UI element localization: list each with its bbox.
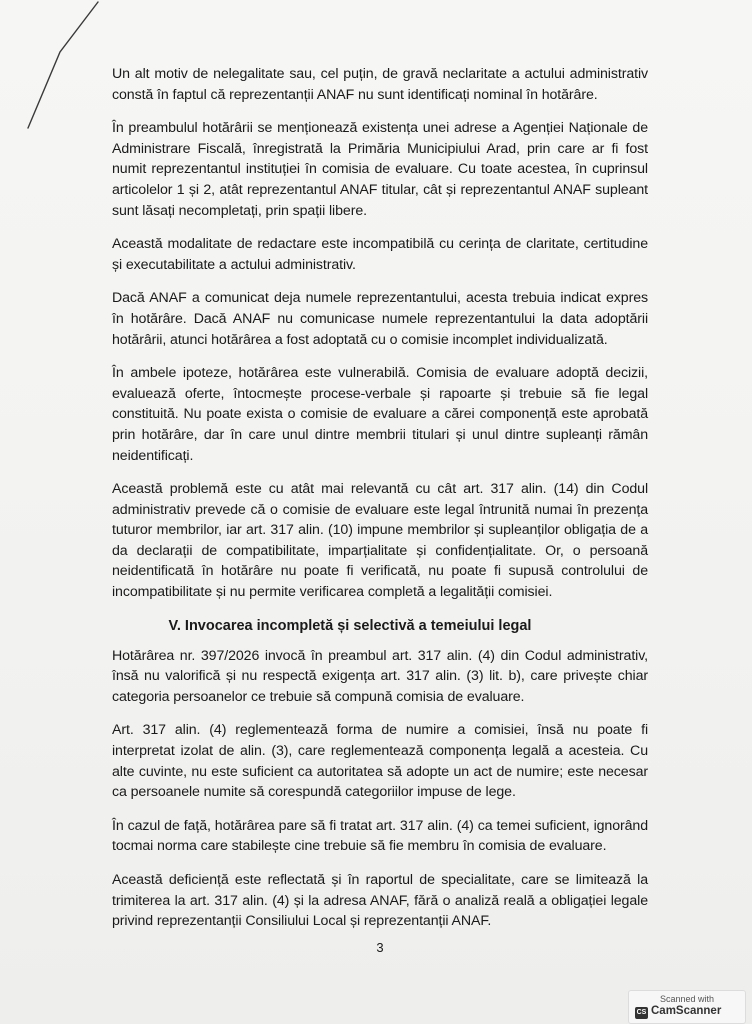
paragraph: Această modalitate de redactare este incompatibilă cu cerința de claritate, certitudine și executabilitate a actului administrativ. (112, 236, 648, 273)
page-number: 3 (376, 940, 384, 955)
paragraph: În ambele ipoteze, hotărârea este vulnerabilă. Comisia de evaluare adoptă decizii, evaluează oferte, întocmește procese-verbale și rapoarte și trebuie să fie legal constituită. Nu poate exista o comisie de evaluare a cărei componență este aprobată prin hotărâre, dar în care unul dintre membrii titulari și unul dintre supleanți rămân neidentificați. (112, 365, 648, 464)
document-body (112, 64, 648, 945)
paragraph: Această deficiență este reflectată și în raportul de specialitate, care se limitează la trimiterea la art. 317 alin. (4) și la adresa ANAF, fără o analiză reală a obligației legale privind reprezentanții Consiliului Local și reprezentanții ANAF. (112, 872, 648, 930)
paragraph: Dacă ANAF a comunicat deja numele reprezentantului, acesta trebuia indicat expres în hotărâre. Dacă ANAF nu comunicase numele reprezentantului la data adoptării hotărârii, atunci hotărârea a fost adoptată cu o comisie incomplet individualizată. (112, 290, 648, 348)
paragraph: Un alt motiv de nelegalitate sau, cel puțin, de gravă neclaritate a actului administrativ constă în faptul că reprezentanții ANAF nu sunt identificați nominal în hotărâre. (112, 66, 648, 103)
paragraph: În preambulul hotărârii se menționează existența unei adrese a Agenției Naționale de Administrare Fiscală, înregistrată la Primăria Municipiului Arad, prin care ar fi fost numit reprezentantul instituției în comisia de evaluare. Cu toate acestea, în cuprinsul articolelor 1 și 2, atât reprezentantul ANAF titular, cât și reprezentantul ANAF supleant sunt lăsați necompletați, prin spații libere. (112, 120, 648, 219)
paragraph: În cazul de față, hotărârea pare să fi tratat art. 317 alin. (4) ca temei suficient, ignorând tocmai norma care stabilește cine trebuie să fie membru în comisia de evaluare. (112, 817, 648, 855)
watermark-caption: Scanned with (659, 994, 715, 1004)
watermark-brand: CamScanner (651, 1005, 722, 1017)
section-heading: V. Invocarea incompletă și selectivă a temeiului legal (168, 617, 532, 634)
paragraph: Art. 317 alin. (4) reglementează forma de numire a comisiei, însă nu poate fi interpretat izolat de alin. (3), care reglementează componența legală a acesteia. Cu alte cuvinte, nu este suficient ca autoritatea să adopte un act de numire; este necesar ca persoanele numite să corespundă categoriilor impuse de lege. (112, 722, 648, 801)
camscanner-watermark (628, 990, 746, 1024)
camscanner-logo-icon: CS (635, 1007, 648, 1019)
paragraph: Această problemă este cu atât mai relevantă cu cât art. 317 alin. (14) din Codul administrativ prevede că o comisie de evaluare este legal întrunită numai în prezența tuturor membrilor, iar art. 317 alin. (10) impune membrilor și supleanților obligația de a da declarații de compatibilitate, imparțialitate și confidențialitate. Or, o persoană neidentificată în hotărâre nu poate fi verificată, nu poate fi supusă controlului de incompatibilitate și nu permite verificarea completă a legalității comisiei. (112, 481, 648, 601)
paragraph: Hotărârea nr. 397/2026 invocă în preambul art. 317 alin. (4) din Codul administrativ, însă nu valorifică și nu respectă exigența art. 317 alin. (3) lit. b), care privește chiar categoria persoanelor ce trebuie să compună comisia de evaluare. (112, 647, 648, 705)
pen-stroke-mark (0, 0, 120, 140)
